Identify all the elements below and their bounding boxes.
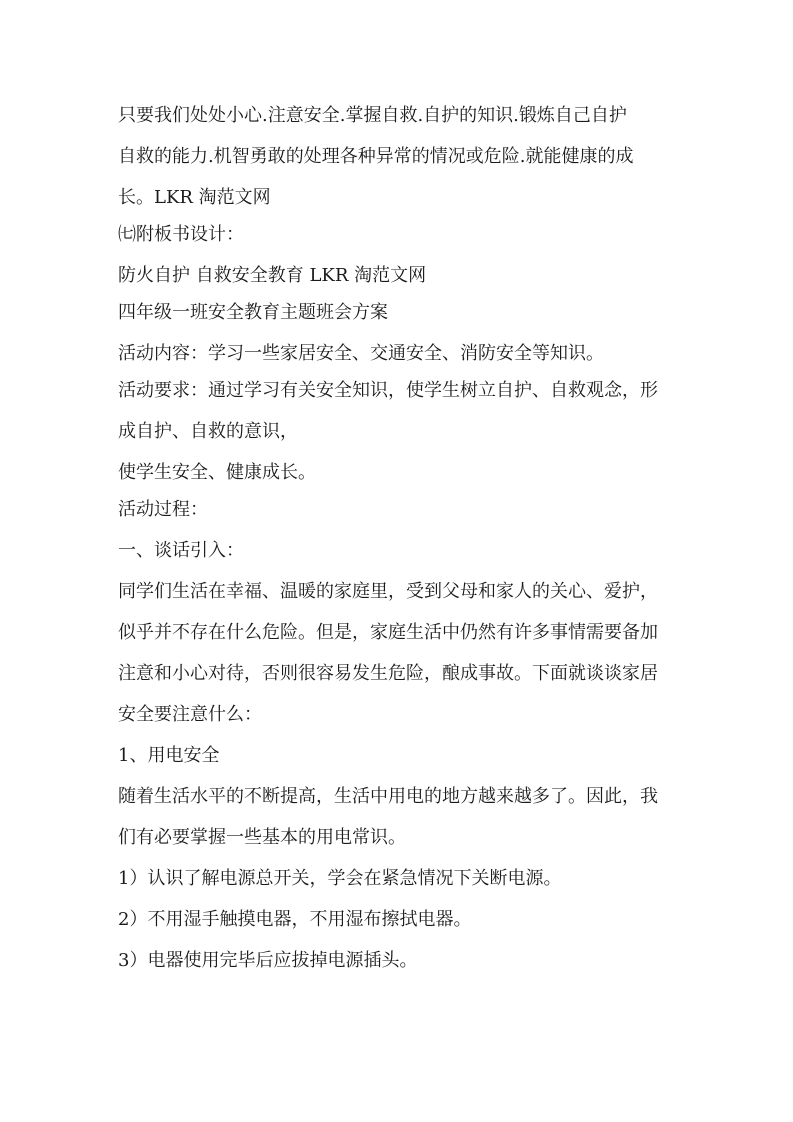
text-line: 似乎并不存在什么危险。但是，家庭生活中仍然有许多事情需要备加 [118, 622, 658, 643]
document-title: 四年级一班安全教育主题班会方案 [118, 302, 388, 323]
section-heading: 1、用电安全 [118, 745, 220, 766]
text-line: 只要我们处处小心.注意安全.掌握自救.自护的知识.锻炼自己自护 [118, 105, 627, 126]
text-line: 长。LKR 淘范文网 [118, 187, 271, 208]
text-line: 活动内容：学习一些家居安全、交通安全、消防安全等知识。 [118, 343, 604, 364]
text-line: 使学生安全、健康成长。 [118, 462, 316, 483]
text-line: 安全要注意什么： [118, 704, 262, 725]
text-line: 防火自护 自救安全教育 LKR 淘范文网 [118, 265, 427, 286]
list-item: 1）认识了解电源总开关，学会在紧急情况下关断电源。 [118, 868, 562, 889]
list-item: 3）电器使用完毕后应拔掉电源插头。 [118, 950, 418, 971]
text-line: 随着生活水平的不断提高，生活中用电的地方越来越多了。因此，我 [118, 786, 658, 807]
text-line: 们有必要掌握一些基本的用电常识。 [118, 827, 406, 848]
text-line: 活动要求：通过学习有关安全知识，使学生树立自护、自救观念，形 [118, 380, 658, 401]
section-heading: ㈦附板书设计： [118, 224, 244, 245]
section-heading: 一、谈话引入： [118, 540, 244, 561]
text-line: 同学们生活在幸福、温暖的家庭里，受到父母和家人的关心、爱护， [118, 581, 658, 602]
text-line: 成自护、自救的意识， [118, 421, 298, 442]
text-line: 自救的能力.机智勇敢的处理各种异常的情况或危险.就能健康的成 [118, 146, 634, 167]
list-item: 2）不用湿手触摸电器，不用湿布擦拭电器。 [118, 909, 472, 930]
document-body [118, 98, 678, 984]
section-heading: 活动过程： [118, 499, 208, 520]
text-line: 注意和小心对待，否则很容易发生危险，酿成事故。下面就谈谈家居 [118, 663, 658, 684]
